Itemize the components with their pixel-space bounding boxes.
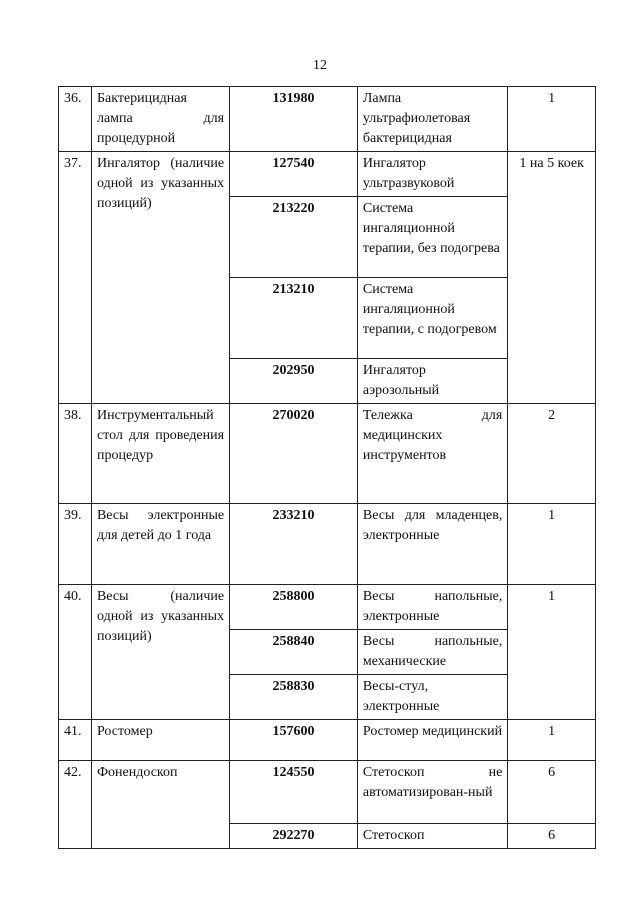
- equipment-quantity: 6: [508, 761, 596, 824]
- equipment-name: Ингалятор (наличие одной из указанных позиций): [91, 152, 229, 404]
- table-row: [59, 152, 596, 197]
- row-number: 38.: [59, 404, 92, 504]
- equipment-description: Лампа ультрафиолетовая бактерицидная: [357, 87, 507, 152]
- table-row: [59, 761, 596, 824]
- equipment-description: Система ингаляционной терапии, без подогрева: [357, 197, 507, 278]
- equipment-description: Весы напольные, электронные: [357, 585, 507, 630]
- table-row: [59, 504, 596, 585]
- row-number: 40.: [59, 585, 92, 720]
- equipment-quantity: 1: [508, 585, 596, 720]
- equipment-code: 258800: [230, 585, 358, 630]
- equipment-name: Весы (наличие одной из указанных позиций): [91, 585, 229, 720]
- equipment-code: 270020: [230, 404, 358, 504]
- equipment-description: Стетоскоп: [357, 824, 507, 849]
- equipment-quantity: 1 на 5 коек: [508, 152, 596, 404]
- equipment-description: Ростомер медицинский: [357, 720, 507, 761]
- table-row: [59, 720, 596, 761]
- equipment-description: Тележка для медицинских инструментов: [357, 404, 507, 504]
- equipment-quantity: 6: [508, 824, 596, 849]
- equipment-description: Ингалятор аэрозольный: [357, 359, 507, 404]
- equipment-description: Весы для младенцев, электронные: [357, 504, 507, 585]
- row-number: 36.: [59, 87, 92, 152]
- equipment-description: Ингалятор ультразвуковой: [357, 152, 507, 197]
- equipment-table: [58, 86, 596, 849]
- row-number: 42.: [59, 761, 92, 849]
- equipment-code: 233210: [230, 504, 358, 585]
- equipment-name: Бактерицидная лампа для процедурной: [91, 87, 229, 152]
- equipment-name: Инструментальный стол для проведения процедур: [91, 404, 229, 504]
- table-row: [59, 404, 596, 504]
- table-row: [59, 87, 596, 152]
- equipment-code: 202950: [230, 359, 358, 404]
- equipment-code: 131980: [230, 87, 358, 152]
- equipment-code: 213220: [230, 197, 358, 278]
- row-number: 41.: [59, 720, 92, 761]
- equipment-description: Система ингаляционной терапии, с подогревом: [357, 278, 507, 359]
- table-row: [59, 585, 596, 630]
- row-number: 37.: [59, 152, 92, 404]
- equipment-description: Весы напольные, механические: [357, 630, 507, 675]
- equipment-name: Ростомер: [91, 720, 229, 761]
- equipment-description: Стетоскоп не автоматизирован-ный: [357, 761, 507, 824]
- equipment-code: 213210: [230, 278, 358, 359]
- equipment-quantity: 1: [508, 720, 596, 761]
- equipment-description: Весы-стул, электронные: [357, 675, 507, 720]
- equipment-code: 258840: [230, 630, 358, 675]
- equipment-code: 292270: [230, 824, 358, 849]
- row-number: 39.: [59, 504, 92, 585]
- equipment-code: 124550: [230, 761, 358, 824]
- equipment-name: Фонендоскоп: [91, 761, 229, 849]
- page-number: 12: [313, 58, 327, 73]
- equipment-quantity: 2: [508, 404, 596, 504]
- equipment-quantity: 1: [508, 504, 596, 585]
- equipment-code: 127540: [230, 152, 358, 197]
- equipment-quantity: 1: [508, 87, 596, 152]
- equipment-code: 258830: [230, 675, 358, 720]
- equipment-name: Весы электронные для детей до 1 года: [91, 504, 229, 585]
- equipment-code: 157600: [230, 720, 358, 761]
